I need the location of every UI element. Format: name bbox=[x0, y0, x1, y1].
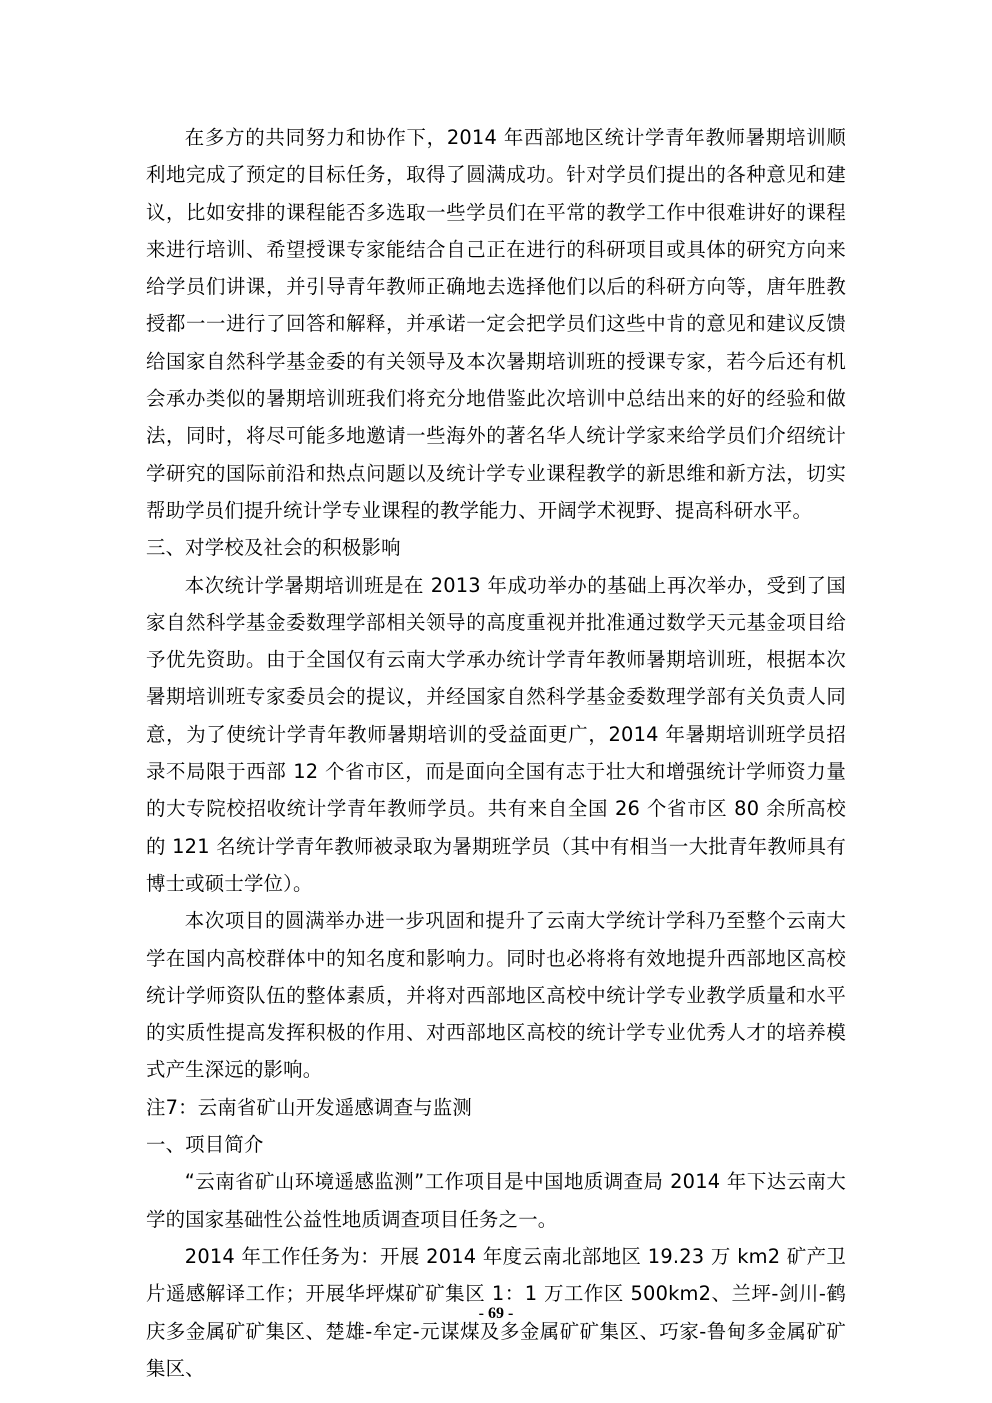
note-heading-mining-survey: 注7：云南省矿山开发遥感调查与监测 bbox=[146, 1095, 472, 1119]
section-heading-project-intro: 一、项目简介 bbox=[146, 1133, 264, 1157]
paragraph-training-summary: 在多方的共同努力和协作下，2014 年西部地区统计学青年教师暑期培训顺利地完成了预定的目标任务，取得了圆满成功。针对学员们提出的各种意见和建议，比如安排的课程能否多选取一些学员们在平常的教学工作中很难讲好的课程来进行培训、希望授课专家能结合自己正在进行的科研项目或具体的研究方向来给学员们讲课，并引导青年教师正确地去选择他们以后的科研方向等，唐年胜教授都一一进行了回答和解释，并承诺一定会把学员们这些中肯的意见和建议反馈给国家自然科学基金委的有关领导及本次暑期培训班的授课专家，若今后还有机会承办类似的暑期培训班我们将充分地借鉴此次培训中总结出来的好的经验和做法，同时，将尽可能多地邀请一些海外的著名华人统计学家来给学员们介绍统计学研究的国际前沿和热点问题以及统计学专业课程教学的新思维和新方法，切实帮助学员们提升统计学专业课程的教学能力、开阔学术视野、提高科研水平。 bbox=[146, 126, 846, 522]
document-body bbox=[146, 119, 846, 1387]
section-heading-social-impact: 三、对学校及社会的积极影响 bbox=[146, 536, 401, 560]
paragraph-project-description: “云南省矿山环境遥感监测”工作项目是中国地质调查局 2014 年下达云南大学的国家基础性公益性地质调查项目任务之一。 bbox=[146, 1170, 846, 1231]
paragraph-2014-tasks: 2014 年工作任务为：开展 2014 年度云南北部地区 19.23 万 km2 矿产卫片遥感解译工作；开展华坪煤矿矿集区 1：1 万工作区 500km2、兰坪-剑川-鹤庆多金属矿矿集区、楚雄-牟定-元谋煤及多金属矿矿集区、巧家-鲁甸多金属矿矿集区、 bbox=[146, 1244, 846, 1380]
paragraph-influence: 本次项目的圆满举办进一步巩固和提升了云南大学统计学科乃至整个云南大学在国内高校群体中的知名度和影响力。同时也必将将有效地提升西部地区高校统计学师资队伍的整体素质，并将对西部地区高校中统计学专业教学质量和水平的实质性提高发挥积极的作用、对西部地区高校的统计学专业优秀人才的培养模式产生深远的影响。 bbox=[146, 909, 846, 1082]
paragraph-enrollment: 本次统计学暑期培训班是在 2013 年成功举办的基础上再次举办，受到了国家自然科学基金委数理学部相关领导的高度重视并批准通过数学天元基金项目给予优先资助。由于全国仅有云南大学承办统计学青年教师暑期培训班，根据本次暑期培训班专家委员会的提议，并经国家自然科学基金委数理学部有关负责人同意，为了使统计学青年教师暑期培训的受益面更广，2014 年暑期培训班学员招录不局限于西部 12 个省市区，而是面向全国有志于壮大和增强统计学师资力量的大专院校招收统计学青年教师学员。共有来自全国 26 个省市区 80 余所高校的 121 名统计学青年教师被录取为暑期班学员（其中有相当一大批青年教师具有博士或硕士学位）。 bbox=[146, 573, 846, 895]
page-number: - 69 - bbox=[478, 1305, 514, 1322]
